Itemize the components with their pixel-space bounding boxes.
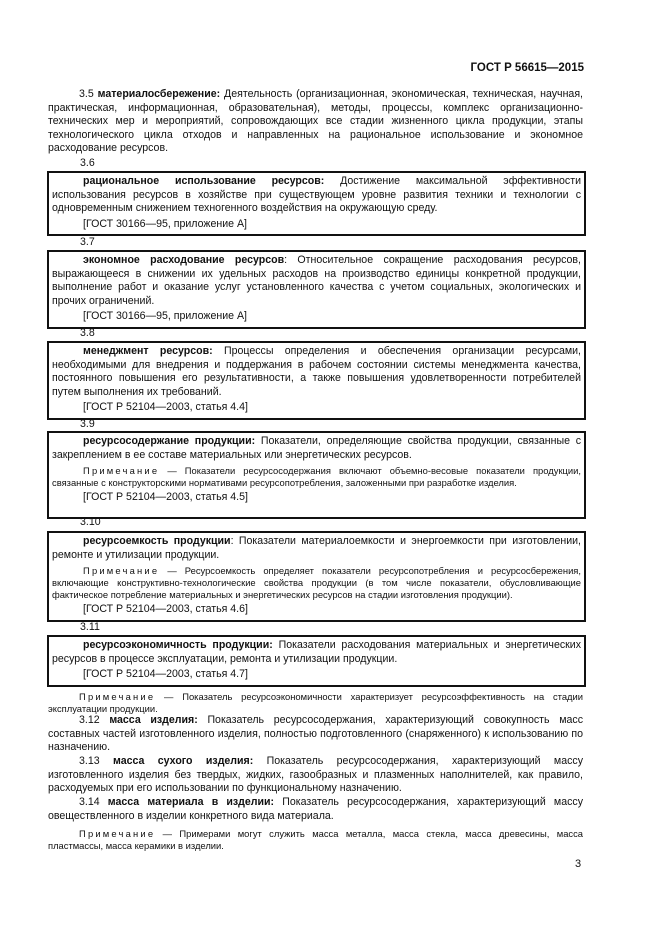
clause-3-14 — [48, 796, 583, 823]
clause-box-3-10 — [47, 531, 586, 622]
source-reference: [ГОСТ Р 52104—2003, статья 4.6] — [83, 603, 248, 616]
note-3-14 — [48, 828, 583, 852]
definition: : Показатели материалоемкости и энергоемкости при изготовлении, ремонте и утилизации продукции. — [52, 535, 581, 561]
term: ресурсоемкость продукции — [83, 535, 231, 547]
definition: Деятельность (организационная, экономическая, техническая, научная, практическая, информационная, образовательная), методы, процессы, комплекс организационно-технических мер и мероприятий, сопровождающих все стадии жизненного цикла продукции, этапы технологического цикла отходов и направленных на рациональное использование и экономное расходование ресурсов. — [48, 88, 583, 155]
clause-number-3-10: 3.10 — [80, 516, 101, 528]
note-text: — Показатели ресурсосодержания включают объемно-весовые показатели продукции, связанные с конструкторскими нормативами ресурсопотребления, заложенными при разработке изделия. — [52, 465, 581, 489]
clause-number-3-6: 3.6 — [80, 157, 95, 169]
term: масса материала в изделии: — [107, 796, 275, 808]
definition: Показатель ресурсосодержания, характеризующий массу изготовленного изделия без твердых, жидких, газообразных и плазменных наполнителей, как правило, расходуемых при его использовании по функциональному назначению. — [48, 755, 583, 795]
note — [52, 565, 581, 601]
clause-box-3-8 — [47, 341, 586, 420]
clause-number-3-11: 3.11 — [80, 621, 100, 633]
clause-number-3-7: 3.7 — [80, 236, 95, 248]
clause-number: 3.12 — [79, 714, 110, 726]
clause-number: 3.5 — [79, 88, 94, 100]
definition: Процессы определения и обеспечения организации ресурсами, необходимыми для внедрения и поддержания в рабочем состоянии системы менеджмента качества, постоянного повышения его результативности, а также повышения удовлетворенности потребителей путем выполнения их требований. — [52, 345, 581, 398]
definition: Показатель ресурсосодержания, характеризующий совокупность масс составных частей изготовленного изделия, полностью подготовленного (снаряженного) к использованию по назначению. — [48, 714, 584, 754]
note-label: Примечание — [83, 565, 160, 577]
clause-3-5 — [48, 88, 583, 156]
definition: Показатели расходования материальных и энергетических ресурсов в процессе эксплуатации, ремонта и утилизации продукции. — [52, 639, 581, 665]
clause-3-13 — [48, 755, 583, 796]
clause-number: 3.13 — [79, 755, 113, 767]
term: ресурсоэкономичность продукции: — [83, 639, 273, 651]
term: рациональное использование ресурсов: — [83, 175, 325, 187]
document-header: ГОСТ Р 56615—2015 — [470, 62, 584, 74]
source-reference: [ГОСТ 30166—95, приложение А] — [83, 217, 247, 230]
source-reference: [ГОСТ Р 52104—2003, статья 4.5] — [83, 491, 248, 504]
clause-number: 3.14 — [79, 796, 108, 808]
clause-box-3-7 — [47, 250, 586, 329]
clause-box-3-6 — [47, 171, 586, 236]
note-text: — Показатель ресурсоэкономичности характеризует ресурсоэффективность на стадии эксплуатации продукции. — [48, 691, 583, 714]
clause-box-3-9 — [47, 431, 586, 519]
clause-number-3-9: 3.9 — [80, 418, 95, 430]
clause-box-3-11 — [47, 635, 586, 687]
note — [52, 465, 581, 489]
term: масса сухого изделия: — [113, 755, 254, 767]
note-text: — Примерами могут служить масса металла, масса стекла, масса древесины, масса пластмассы, масса керамики в изделии. — [48, 828, 583, 851]
term: менеджмент ресурсов: — [83, 345, 213, 357]
source-reference: [ГОСТ 30166—95, приложение А] — [83, 310, 247, 323]
clause-3-12 — [48, 714, 583, 755]
note-label: Примечание — [83, 465, 160, 477]
term: экономное расходование ресурсов — [83, 254, 285, 266]
definition: Достижение максимальной эффективности использования ресурсов в хозяйстве при существующем уровне развития техники и технологии с одновременным снижением техногенного воздействия на окружающую среду. — [52, 175, 581, 215]
clause-number-3-8: 3.8 — [80, 327, 95, 339]
term: масса изделия: — [109, 714, 198, 726]
note-label: Примечание — [79, 691, 156, 702]
definition: Показатель ресурсосодержания, характеризующий массу овеществленного в изделии конкретного вида материала. — [48, 796, 583, 822]
page-number: 3 — [575, 858, 582, 870]
source-reference: [ГОСТ Р 52104—2003, статья 4.4] — [83, 401, 248, 414]
source-reference: [ГОСТ Р 52104—2003, статья 4.7] — [83, 668, 248, 681]
note-text: — Ресурсоемкость определяет показатели ресурсопотребления и ресурсосбережения, включающие конструктивно-технологические свойства продукции (в том числе показатели, обусловливающие фактическое потребление материальных и энергетических ресурсов на стадии изготовления продукции). — [52, 565, 581, 601]
definition: Показатели, определяющие свойства продукции, связанные с закреплением в ее составе материальных или энергетических ресурсов. — [52, 435, 581, 461]
note-label: Примечание — [79, 828, 156, 839]
definition: : Относительное сокращение расходования ресурсов, выражающееся в снижении их удельных расходов на производство единицы конкретной продукции, выполнение работ и оказание услуг установленного качества с учетом социальных, экологических и прочих ограничений. — [52, 254, 581, 307]
term: ресурсосодержание продукции: — [83, 435, 256, 447]
note-3-11 — [48, 691, 583, 715]
term: материалосбережение: — [97, 88, 221, 100]
